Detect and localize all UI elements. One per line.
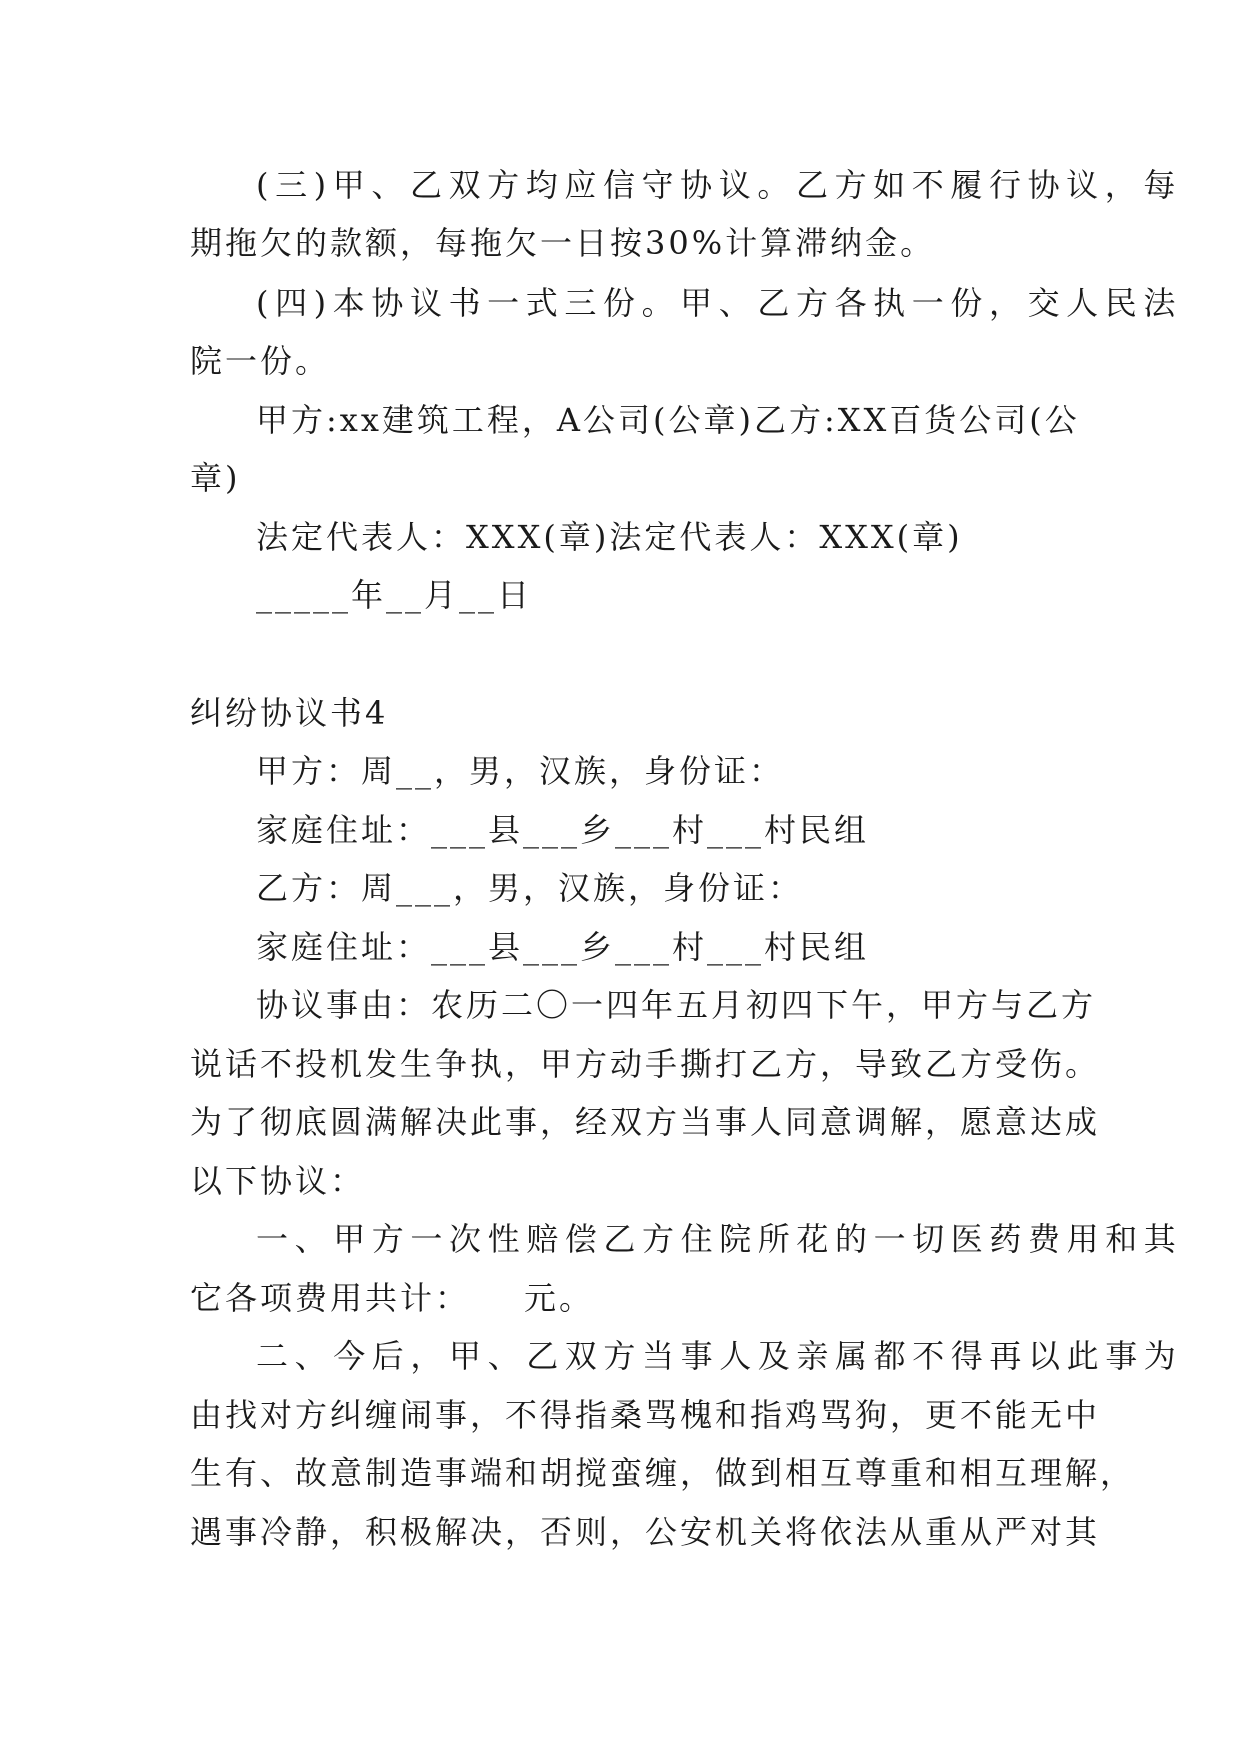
paragraph-line: 遇事冷静，积极解决，否则，公安机关将依法从重从严对其 [190, 1513, 1101, 1551]
legal-representative-line: 法定代表人：XXX(章)法定代表人：XXX(章) [256, 518, 963, 556]
paragraph-line: 二、今后，甲、乙双方当事人及亲属都不得再以此事为 [256, 1337, 1183, 1375]
party-a-address: 家庭住址：___县___乡___村___村民组 [256, 811, 870, 849]
date-line: _____年__月__日 [256, 576, 533, 614]
party-a-seal-line: 甲方:xx建筑工程，A公司(公章)乙方:XX百货公司(公 [256, 401, 1080, 439]
paragraph-line: 以下协议： [190, 1162, 366, 1200]
party-a-info: 甲方：周__，男，汉族，身份证： [256, 752, 785, 790]
paragraph-line: 说话不投机发生争执，甲方动手撕打乙方，导致乙方受伤。 [190, 1045, 1101, 1083]
section-heading: 纠纷协议书4 [190, 694, 389, 732]
paragraph-line: 由找对方纠缠闹事，不得指桑骂槐和指鸡骂狗，更不能无中 [190, 1396, 1101, 1434]
party-b-address: 家庭住址：___县___乡___村___村民组 [256, 928, 870, 966]
paragraph-line: 为了彻底圆满解决此事，经双方当事人同意调解，愿意达成 [190, 1103, 1101, 1141]
paragraph-line: 一、甲方一次性赔偿乙方住院所花的一切医药费用和其 [256, 1220, 1183, 1258]
paragraph-line: 它各项费用共计： 元。 [190, 1279, 595, 1317]
paragraph-line: 生有、故意制造事端和胡搅蛮缠，做到相互尊重和相互理解， [190, 1454, 1136, 1492]
paragraph-line: 章) [190, 459, 241, 497]
paragraph-line: 院一份。 [190, 342, 331, 380]
paragraph-line: (三)甲、乙双方均应信守协议。乙方如不履行协议，每 [256, 166, 1182, 204]
party-b-info: 乙方：周___，男，汉族，身份证： [256, 869, 804, 907]
paragraph-line: 期拖欠的款额，每拖欠一日按30%计算滞纳金。 [190, 224, 936, 262]
paragraph-line: 协议事由：农历二〇一四年五月初四下午，甲方与乙方 [256, 986, 1097, 1024]
paragraph-line: (四)本协议书一式三份。甲、乙方各执一份，交人民法 [256, 284, 1182, 322]
